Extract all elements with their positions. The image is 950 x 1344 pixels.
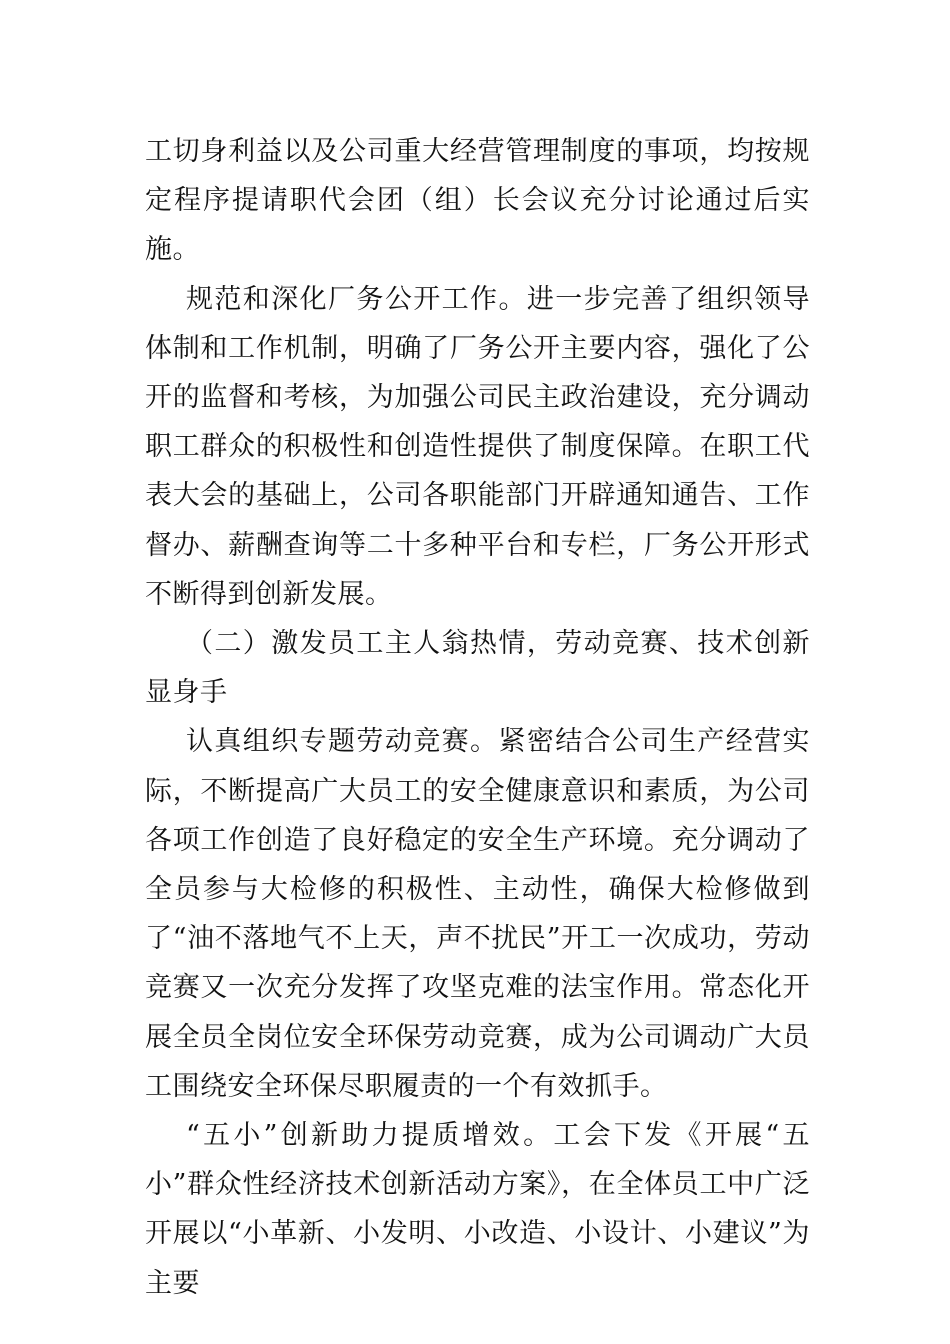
document-body	[145, 127, 810, 1308]
paragraph-factory-affairs-disclosure: 规范和深化厂务公开工作。进一步完善了组织领导体制和工作机制，明确了厂务公开主要内容，强化了公开的监督和考核，为加强公司民主政治建设，充分调动职工群众的积极性和创造性提供了制度保障。在职工代表大会的基础上，公司各职能部门开辟通知通告、工作督办、薪酬查询等二十多种平台和专栏，厂务公开形式不断得到创新发展。	[145, 283, 810, 610]
paragraph-continuation: 工切身利益以及公司重大经营管理制度的事项，均按规定程序提请职代会团（组）长会议充分讨论通过后实施。	[145, 136, 810, 266]
section-heading: （二）激发员工主人翁热情，劳动竞赛、技术创新显身手	[145, 628, 810, 709]
paragraph-labor-competition: 认真组织专题劳动竞赛。紧密结合公司生产经营实际，不断提高广大员工的安全健康意识和素质，为公司各项工作创造了良好稳定的安全生产环境。充分调动了全员参与大检修的积极性、主动性，确保大检修做到了“油不落地气不上天，声不扰民”开工一次成功，劳动竞赛又一次充分发挥了攻坚克难的法宝作用。常态化开展全员全岗位安全环保劳动竞赛，成为公司调动广大员工围绕安全环保尽职履责的一个有效抓手。	[145, 726, 810, 1102]
paragraph-five-small-innovation: “五小”创新助力提质增效。工会下发《开展“五小”群众性经济技术创新活动方案》，在全体员工中广泛开展以“小革新、小发明、小改造、小设计、小建议”为主要	[145, 1120, 810, 1299]
